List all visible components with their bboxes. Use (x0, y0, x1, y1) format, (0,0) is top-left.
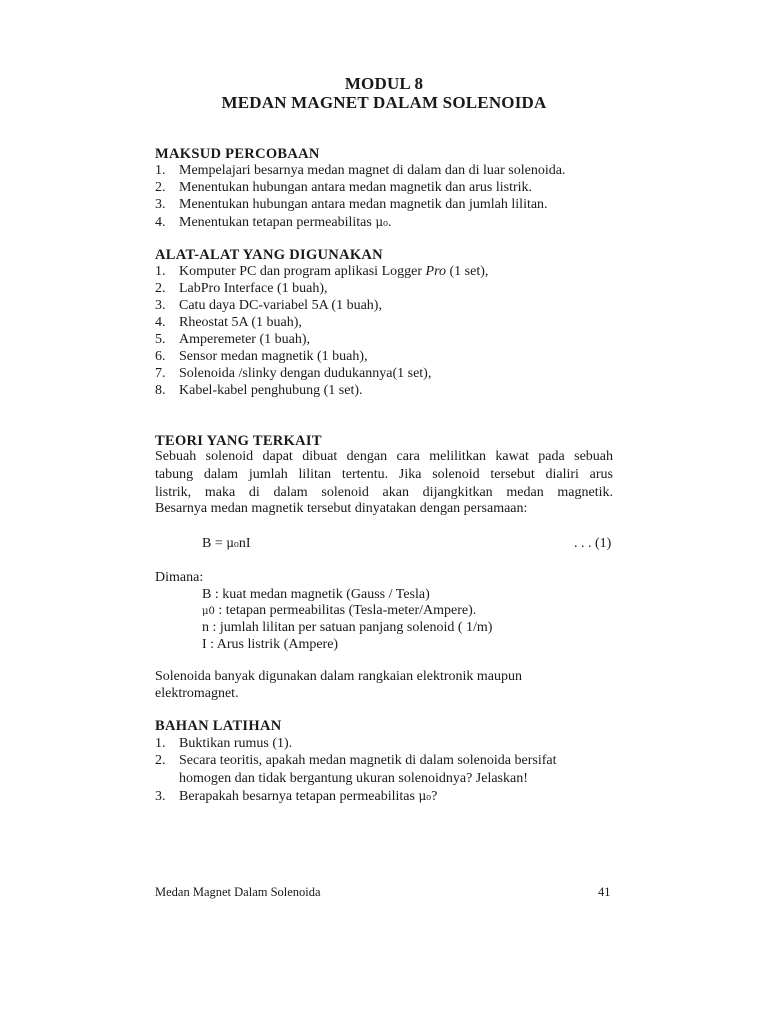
latihan-item-2-continued: homogen dan tidak bergantung ukuran solenoidnya? Jelaskan! (179, 771, 528, 786)
closing-line-1: Solenoida banyak digunakan dalam rangkaian elektronik maupun (155, 669, 523, 684)
latihan-item-2: 2. Secara teoritis, apakah medan magnetik di dalam solenoida bersifat (155, 753, 557, 768)
alat-item-1: 1. Komputer PC dan program aplikasi Logger Pro (1 set), (155, 264, 489, 279)
section-heading-maksud: MAKSUD PERCOBAAN (155, 146, 320, 162)
latihan-item-3: 3. Berapakah besarnya tetapan permeabilitas μ₀? (155, 789, 438, 804)
teori-line-1: Sebuah solenoid dapat dibuat dengan cara melilitkan kawat pada sebuah (155, 449, 613, 464)
alat-item-2: 2. LabPro Interface (1 buah), (155, 281, 328, 296)
teori-line-4: Besarnya medan magnetik tersebut dinyatakan dengan persamaan: (155, 501, 528, 516)
alat-item-5: 5. Amperemeter (1 buah), (155, 332, 310, 347)
maksud-item-3: 3. Menentukan hubungan antara medan magnetik dan jumlah lilitan. (155, 197, 548, 212)
module-title: MEDAN MAGNET DALAM SOLENOIDA (221, 93, 547, 112)
page-number: 41 (598, 885, 611, 899)
footer-title: Medan Magnet Dalam Solenoida (155, 885, 321, 899)
definition-n: n : jumlah lilitan per satuan panjang solenoid ( 1/m) (202, 620, 493, 635)
maksud-item-2: 2. Menentukan hubungan antara medan magnetik dan arus listrik. (155, 180, 533, 195)
definition-i: I : Arus listrik (Ampere) (202, 637, 339, 652)
latihan-item-1: 1. Buktikan rumus (1). (155, 736, 293, 751)
equation-number: . . . (1) (574, 536, 612, 551)
dimana-label: Dimana: (155, 570, 204, 585)
definition-b: B : kuat medan magnetik (Gauss / Tesla) (202, 587, 430, 602)
section-heading-alat: ALAT-ALAT YANG DIGUNAKAN (155, 247, 383, 263)
alat-item-3: 3. Catu daya DC-variabel 5A (1 buah), (155, 298, 382, 313)
closing-line-2: elektromagnet. (155, 686, 239, 701)
maksud-item-4: 4. Menentukan tetapan permeabilitas μ₀. (155, 215, 392, 230)
section-heading-latihan: BAHAN LATIHAN (155, 718, 282, 734)
alat-item-7: 7. Solenoida /slinky dengan dudukannya(1 set), (155, 366, 432, 381)
maksud-item-1: 1. Mempelajari besarnya medan magnet di dalam dan di luar solenoida. (155, 163, 566, 178)
alat-item-8: 8. Kabel-kabel penghubung (1 set). (155, 383, 363, 398)
alat-item-6: 6. Sensor medan magnetik (1 buah), (155, 349, 368, 364)
mu-zero-symbol: μ₀ (375, 215, 388, 229)
equation: B = μ₀nI (202, 536, 251, 551)
section-heading-teori: TEORI YANG TERKAIT (155, 433, 322, 449)
teori-line-3: listrik, maka di dalam solenoid akan dijangkitkan medan magnetik. (155, 485, 613, 500)
teori-line-2: tabung dalam jumlah lilitan tertentu. Jika solenoid tersebut dialiri arus (155, 467, 613, 482)
module-number: MODUL 8 (344, 74, 424, 93)
definition-mu0: μ0 : tetapan permeabilitas (Tesla-meter/Ampere). (202, 603, 477, 618)
alat-item-4: 4. Rheostat 5A (1 buah), (155, 315, 302, 330)
